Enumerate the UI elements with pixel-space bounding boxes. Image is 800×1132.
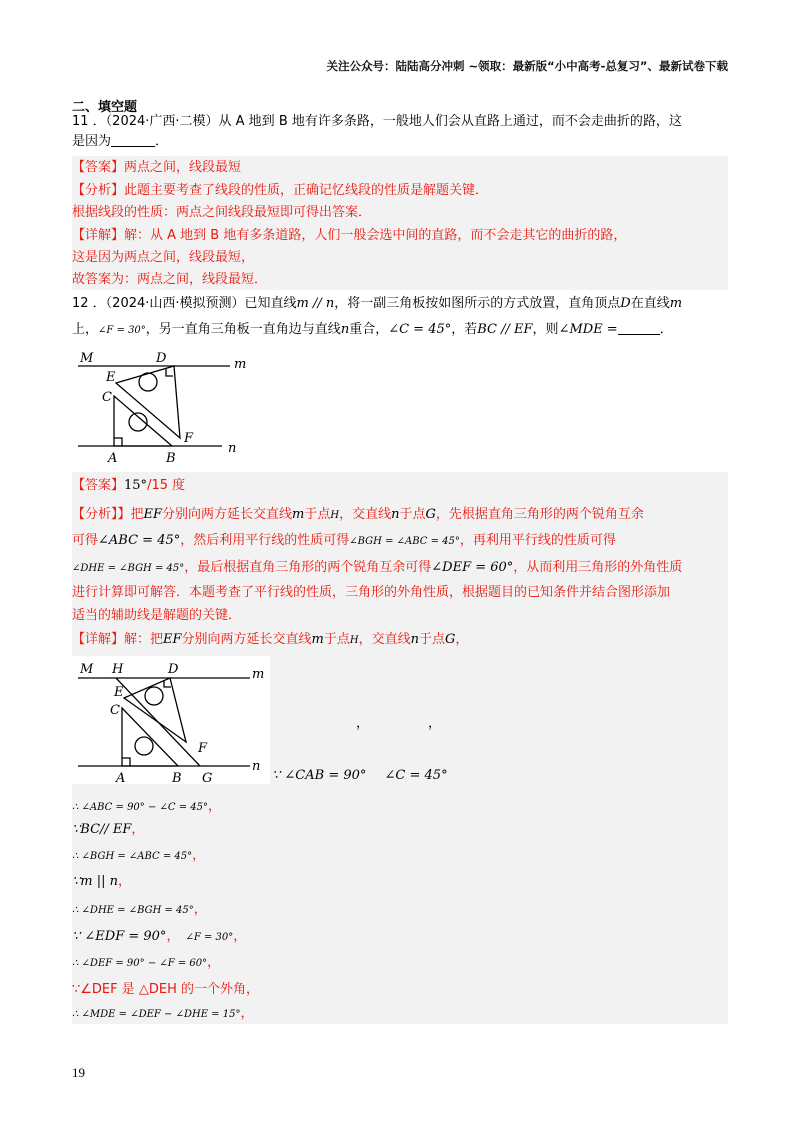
text: 可得 [72,533,99,548]
q12-analysis-line5: 适当的辅助线是解题的关键． [72,608,242,623]
text: 于点 [399,507,426,522]
text: ，从而利用三角形的外角性质 [513,560,683,575]
math: ∵ ∠EDF = 90° [72,929,167,944]
math: ∴ ∠MDE = ∠DEF − ∠DHE = 15° [72,1009,241,1020]
q12-analysis-line4: 进行计算即可解答．本题考查了平行线的性质，三角形的外角性质，根据题目的已知条件并结合图形添加 [72,585,671,600]
text: 于点 [323,632,350,647]
circle-upper [145,687,163,705]
q12-stem-line2 [72,320,673,341]
q12-analysis-line3 [72,558,682,579]
text: ，然后利用平行线的性质可得 [180,533,350,548]
q12-stem-text: ，若 [451,322,478,337]
text: ，交直线 [339,507,392,522]
label-E: E [114,685,124,700]
math-angle-MDE: ∠MDE = [558,322,618,337]
math-D: D [620,296,631,311]
text: ， [118,874,132,889]
figure-2-with-extension [72,656,270,784]
label-m: m [234,357,247,372]
q12-answer-blank [618,320,660,335]
label-D: D [156,351,167,366]
q11-answer-blank [111,132,155,147]
label-C: C [110,703,120,718]
math: ∠BGH = ∠ABC = 45° [349,536,460,547]
math-n: n [340,322,350,337]
math: ∠DHE = ∠BGH = 45° [72,563,185,574]
math-angle-C: ∠C = 45° [384,768,448,783]
label-H: H [112,662,124,677]
q11-stem-line1: 11 ．（2024·广西·二模）从 A 地到 B 地有许多条路，一般地人们会从直路上通过，而不会走曲折的路，这 [72,114,682,129]
q12-analysis-line1 [72,505,644,526]
q12-stem-text: 在直线 [630,296,670,311]
math-BC-parallel-EF: BC // EF [477,322,533,337]
math: EF [163,632,182,647]
label-M: M [80,351,94,366]
math-m-parallel-n: m // n [296,296,335,311]
q12-answer-value: 15° [124,478,148,493]
q11-stem-prefix: 是因为 [72,134,112,149]
circle-lower [135,737,153,755]
math-angle-F: ∠F = 30° [98,325,146,336]
math: G [425,507,436,522]
q12-step-1 [72,797,221,818]
q12-step-9 [72,1004,253,1025]
label-C: C [102,390,112,405]
q11-stem-suffix: ． [155,134,169,149]
q12-step-5 [72,900,207,921]
math: ∴ ∠BGH = ∠ABC = 45° [72,851,193,862]
math: ∴ ∠ABC = 90° − ∠C = 45° [72,802,209,813]
text: ，再利用平行线的性质可得 [459,533,616,548]
q12-step-7 [72,953,220,974]
q12-step-3 [72,846,205,867]
text: ， [240,1006,254,1021]
label-B: B [166,451,176,464]
triangle-30-60 [116,366,180,438]
math: m [311,632,324,647]
q12-answer-label: 【答案】 [72,478,125,493]
label-G: G [202,771,213,784]
right-angle-A [114,438,122,446]
figure-1-triangles [72,346,272,464]
math: ∠ABC = 45° [98,533,181,548]
text: ， [208,799,222,814]
q11-analysis-line2: 根据线段的性质：两点之间线段最短即可得出答案． [72,205,372,220]
math-angle-C: ∠C = 45° [388,322,452,337]
math: ∴ ∠DHE = ∠BGH = 45° [72,905,194,916]
page-header: 关注公众号：陆陆高分冲刺 ~领取：最新版“小中高考-总复习”、最新试卷下载 [326,59,728,73]
math: m [292,507,305,522]
q12-stem-text: ，另一直角三角板一直角边与直线 [145,322,341,337]
q12-stem-text: 上， [72,322,99,337]
label-M: M [80,662,94,677]
text: ，交直线 [358,632,411,647]
q12-stem-text: ，将一副三角板按如图所示的方式放置，直角顶点 [334,296,621,311]
text: 于点 [419,632,446,647]
label-B: B [172,771,182,784]
text: ， [246,982,260,997]
q11-detail-line3: 故答案为：两点之间，线段最短． [72,272,268,287]
q12-stem-text: 重合， [349,322,389,337]
math: EF [143,507,163,522]
text: ， [192,848,206,863]
q12-step-4 [72,872,131,892]
math: G [445,632,456,647]
q12-answer [72,476,185,496]
text: ∵∠DEF 是 △DEH 的一个外角 [72,982,247,997]
circle-upper [139,373,157,391]
right-angle-A [122,758,130,766]
q11-detail-line1: 【详解】解：从 A 地到 B 地有多条道路，人们一般会选中间的直路，而不会走其它的曲折的路， [72,228,627,243]
text: 【详解】解：把 [72,632,164,647]
text: ， [233,929,247,944]
math-m: m [669,296,683,311]
math: H [349,635,359,646]
math: H [330,510,340,521]
text: ， [455,632,469,647]
text: 于点 [304,507,331,522]
math: ∠DEF = 60° [431,560,514,575]
math: ∵BC// EF [72,822,132,837]
q12-stem-text: 12 ．（2024·山西·模拟预测）已知直线 [72,296,297,311]
q11-detail-line2: 这是因为两点之间，线段最短， [72,250,255,265]
q11-stem-line2 [72,132,168,152]
label-m: m [252,667,265,682]
label-n: n [252,759,261,774]
extension-HG [116,678,200,766]
text: ， [207,955,221,970]
math-angle-CAB: ∵ ∠CAB = 90° [272,768,367,783]
text: 【分析】】把 [72,507,144,522]
text: ， [166,929,180,944]
label-A: A [116,771,126,784]
q12-stem-text: ，则 [532,322,559,337]
label-n: n [228,441,237,456]
q12-stem-text: ． [659,322,673,337]
right-angle-D [166,368,173,376]
math: ∴ ∠DEF = 90° − ∠F = 60° [72,958,208,969]
q12-step-6 [72,927,246,948]
label-E: E [106,370,116,385]
q12-analysis-line2 [72,531,616,552]
q12-step-8 [72,980,259,1000]
q12-step-2 [72,820,144,840]
math: n [391,507,400,522]
label-A: A [108,451,118,464]
right-angle-D [164,680,171,687]
text: ， [131,822,145,837]
q12-answer-suffix: /15 度 [147,478,186,493]
math: ∵m || n [72,874,118,889]
q11-answer: 【答案】两点之间，线段最短 [72,160,242,175]
math: n [410,632,420,647]
text: ，先根据直角三角形的两个锐角互余 [435,507,644,522]
section-title: 二、填空题 [72,100,138,115]
q11-analysis-line1: 【分析】此题主要考查了线段的性质，正确记忆线段的性质是解题关键． [72,183,489,198]
math: ∠F = 30° [185,932,234,943]
stray-comma-1: ， [356,716,370,731]
text: 分别向两方延长交直线 [162,507,293,522]
q12-since-line [272,766,448,786]
text: ， [193,902,207,917]
text: 分别向两方延长交直线 [181,632,312,647]
text: ，最后根据直角三角形的两个锐角互余可得 [184,560,432,575]
triangle-45 [114,396,172,446]
label-F: F [184,431,194,446]
page-number: 19 [72,1065,85,1080]
q12-detail-line1 [72,630,468,651]
label-F: F [198,741,208,756]
q12-stem-line1 [72,294,682,314]
stray-comma-2: ， [428,716,442,731]
label-D: D [168,662,179,677]
